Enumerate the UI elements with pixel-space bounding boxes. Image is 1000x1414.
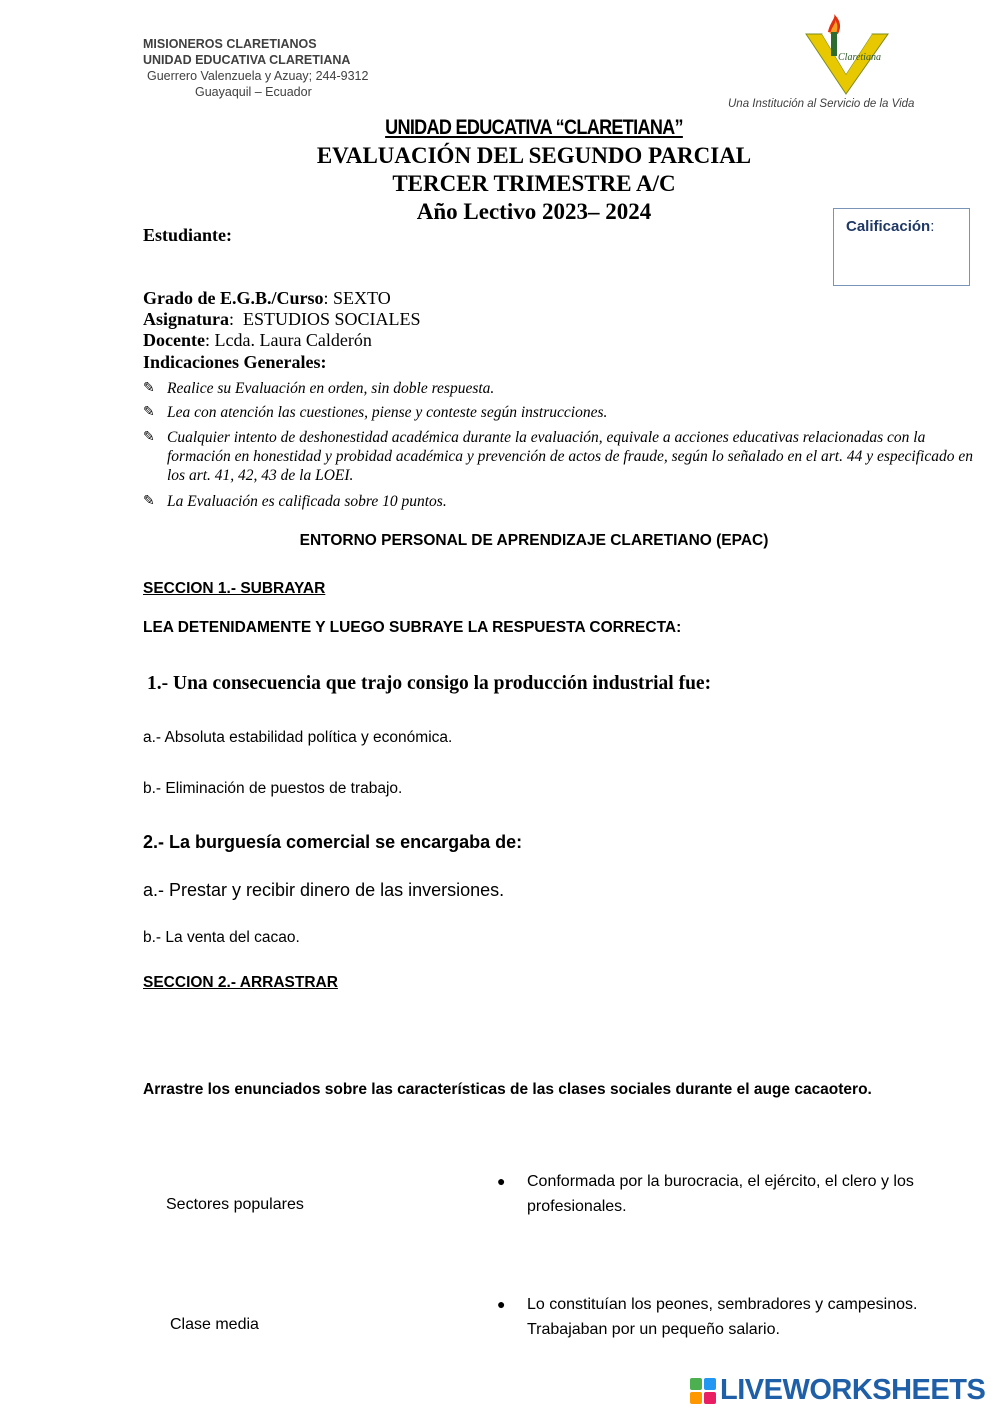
slogan: Una Institución al Servicio de la Vida	[728, 98, 915, 110]
subject-value: : ESTUDIOS SOCIALES	[229, 309, 421, 329]
pencil-icon: ✎	[143, 494, 155, 509]
course-label: Grado de E.G.B./Curso	[143, 288, 324, 308]
grade-colon: :	[930, 218, 935, 235]
teacher-value: : Lcda. Laura Calderón	[204, 330, 372, 350]
question-1-option-a[interactable]: a.- Absoluta estabilidad política y económica.	[143, 729, 453, 746]
subject-field	[143, 309, 421, 330]
question-1-option-b[interactable]: b.- Eliminación de puestos de trabajo.	[143, 780, 403, 797]
institution-header	[143, 36, 368, 100]
class-sectores-populares[interactable]: Sectores populares	[166, 1196, 304, 1213]
year-title: Año Lectivo 2023– 2024	[416, 199, 652, 224]
teacher-field	[143, 330, 372, 351]
institution-line-2: UNIDAD EDUCATIVA CLARETIANA	[143, 53, 351, 67]
institution-city: Guayaquil – Ecuador	[195, 85, 312, 99]
teacher-label: Docente	[143, 330, 205, 350]
section-2-instruction: Arrastre los enunciados sobre las características de las clases sociales durante el auge cacaotero.	[143, 1081, 872, 1098]
rule-item: ✎ Lea con atención las cuestiones, piense y conteste según instrucciones.	[143, 404, 608, 421]
pencil-icon: ✎	[143, 430, 155, 445]
question-2: 2.- La burguesía comercial se encargaba de:	[143, 832, 523, 852]
exam-title: EVALUACIÓN DEL SEGUNDO PARCIAL	[316, 143, 752, 168]
term-title: TERCER TRIMESTRE A/C	[392, 171, 676, 196]
rule-item: ✎ Realice su Evaluación en orden, sin doble respuesta.	[143, 380, 495, 397]
liveworksheets-brand[interactable]	[690, 1374, 990, 1408]
institution-address: Guerrero Valenzuela y Azuay; 244-9312	[147, 69, 369, 83]
school-title: UNIDAD EDUCATIVA “CLARETIANA”	[385, 116, 683, 139]
liveworksheets-logo-icon	[690, 1378, 716, 1404]
student-label: Estudiante:	[143, 225, 233, 245]
logo-text: Claretiana	[838, 52, 881, 63]
course-value: : SEXTO	[323, 288, 391, 308]
institution-line-1: MISIONEROS CLARETIANOS	[143, 37, 317, 51]
class-clase-media[interactable]: Clase media	[170, 1316, 259, 1333]
drag-statement[interactable]: ● Conformada por la burocracia, el ejército, el clero y los profesionales.	[497, 1169, 967, 1219]
section-1-title: SECCION 1.- SUBRAYAR	[143, 580, 326, 597]
rule-item: ✎ La Evaluación es calificada sobre 10 puntos.	[143, 493, 447, 510]
epac-heading: ENTORNO PERSONAL DE APRENDIZAJE CLARETIANO (EPAC)	[299, 532, 769, 549]
pencil-icon: ✎	[143, 381, 155, 396]
question-2-option-a[interactable]: a.- Prestar y recibir dinero de las inversiones.	[143, 880, 505, 900]
grade-label: Calificación	[846, 218, 931, 235]
section-1-instruction: LEA DETENIDAMENTE Y LUEGO SUBRAYE LA RESPUESTA CORRECTA:	[143, 619, 682, 636]
section-2-title: SECCION 2.- ARRASTRAR	[143, 974, 338, 991]
rule-item: ✎ Cualquier intento de deshonestidad académica durante la evaluación, equivale a acciones educativas relacionadas con la formación en honestidad y probidad académica y prevención de actos de fraude, según lo señalado en el art. 44 y especificado en los art. 41, 42, 43 de la LOEI.	[143, 429, 973, 484]
drag-statement[interactable]: ● Lo constituían los peones, sembradores y campesinos. Trabajaban por un pequeño salario.	[497, 1292, 967, 1342]
bullet-icon: ●	[497, 1296, 506, 1312]
course-field	[143, 288, 391, 309]
pencil-icon: ✎	[143, 405, 155, 420]
question-2-option-b[interactable]: b.- La venta del cacao.	[143, 929, 300, 946]
grade-box[interactable]	[833, 208, 970, 286]
brand-text: LIVEWORKSHEETS	[720, 1374, 986, 1406]
subject-label: Asignatura	[143, 309, 230, 329]
bullet-icon: ●	[497, 1173, 506, 1189]
instructions-heading: Indicaciones Generales:	[143, 352, 327, 372]
claretiana-logo	[800, 14, 892, 96]
question-1: 1.- Una consecuencia que trajo consigo la producción industrial fue:	[147, 673, 712, 694]
